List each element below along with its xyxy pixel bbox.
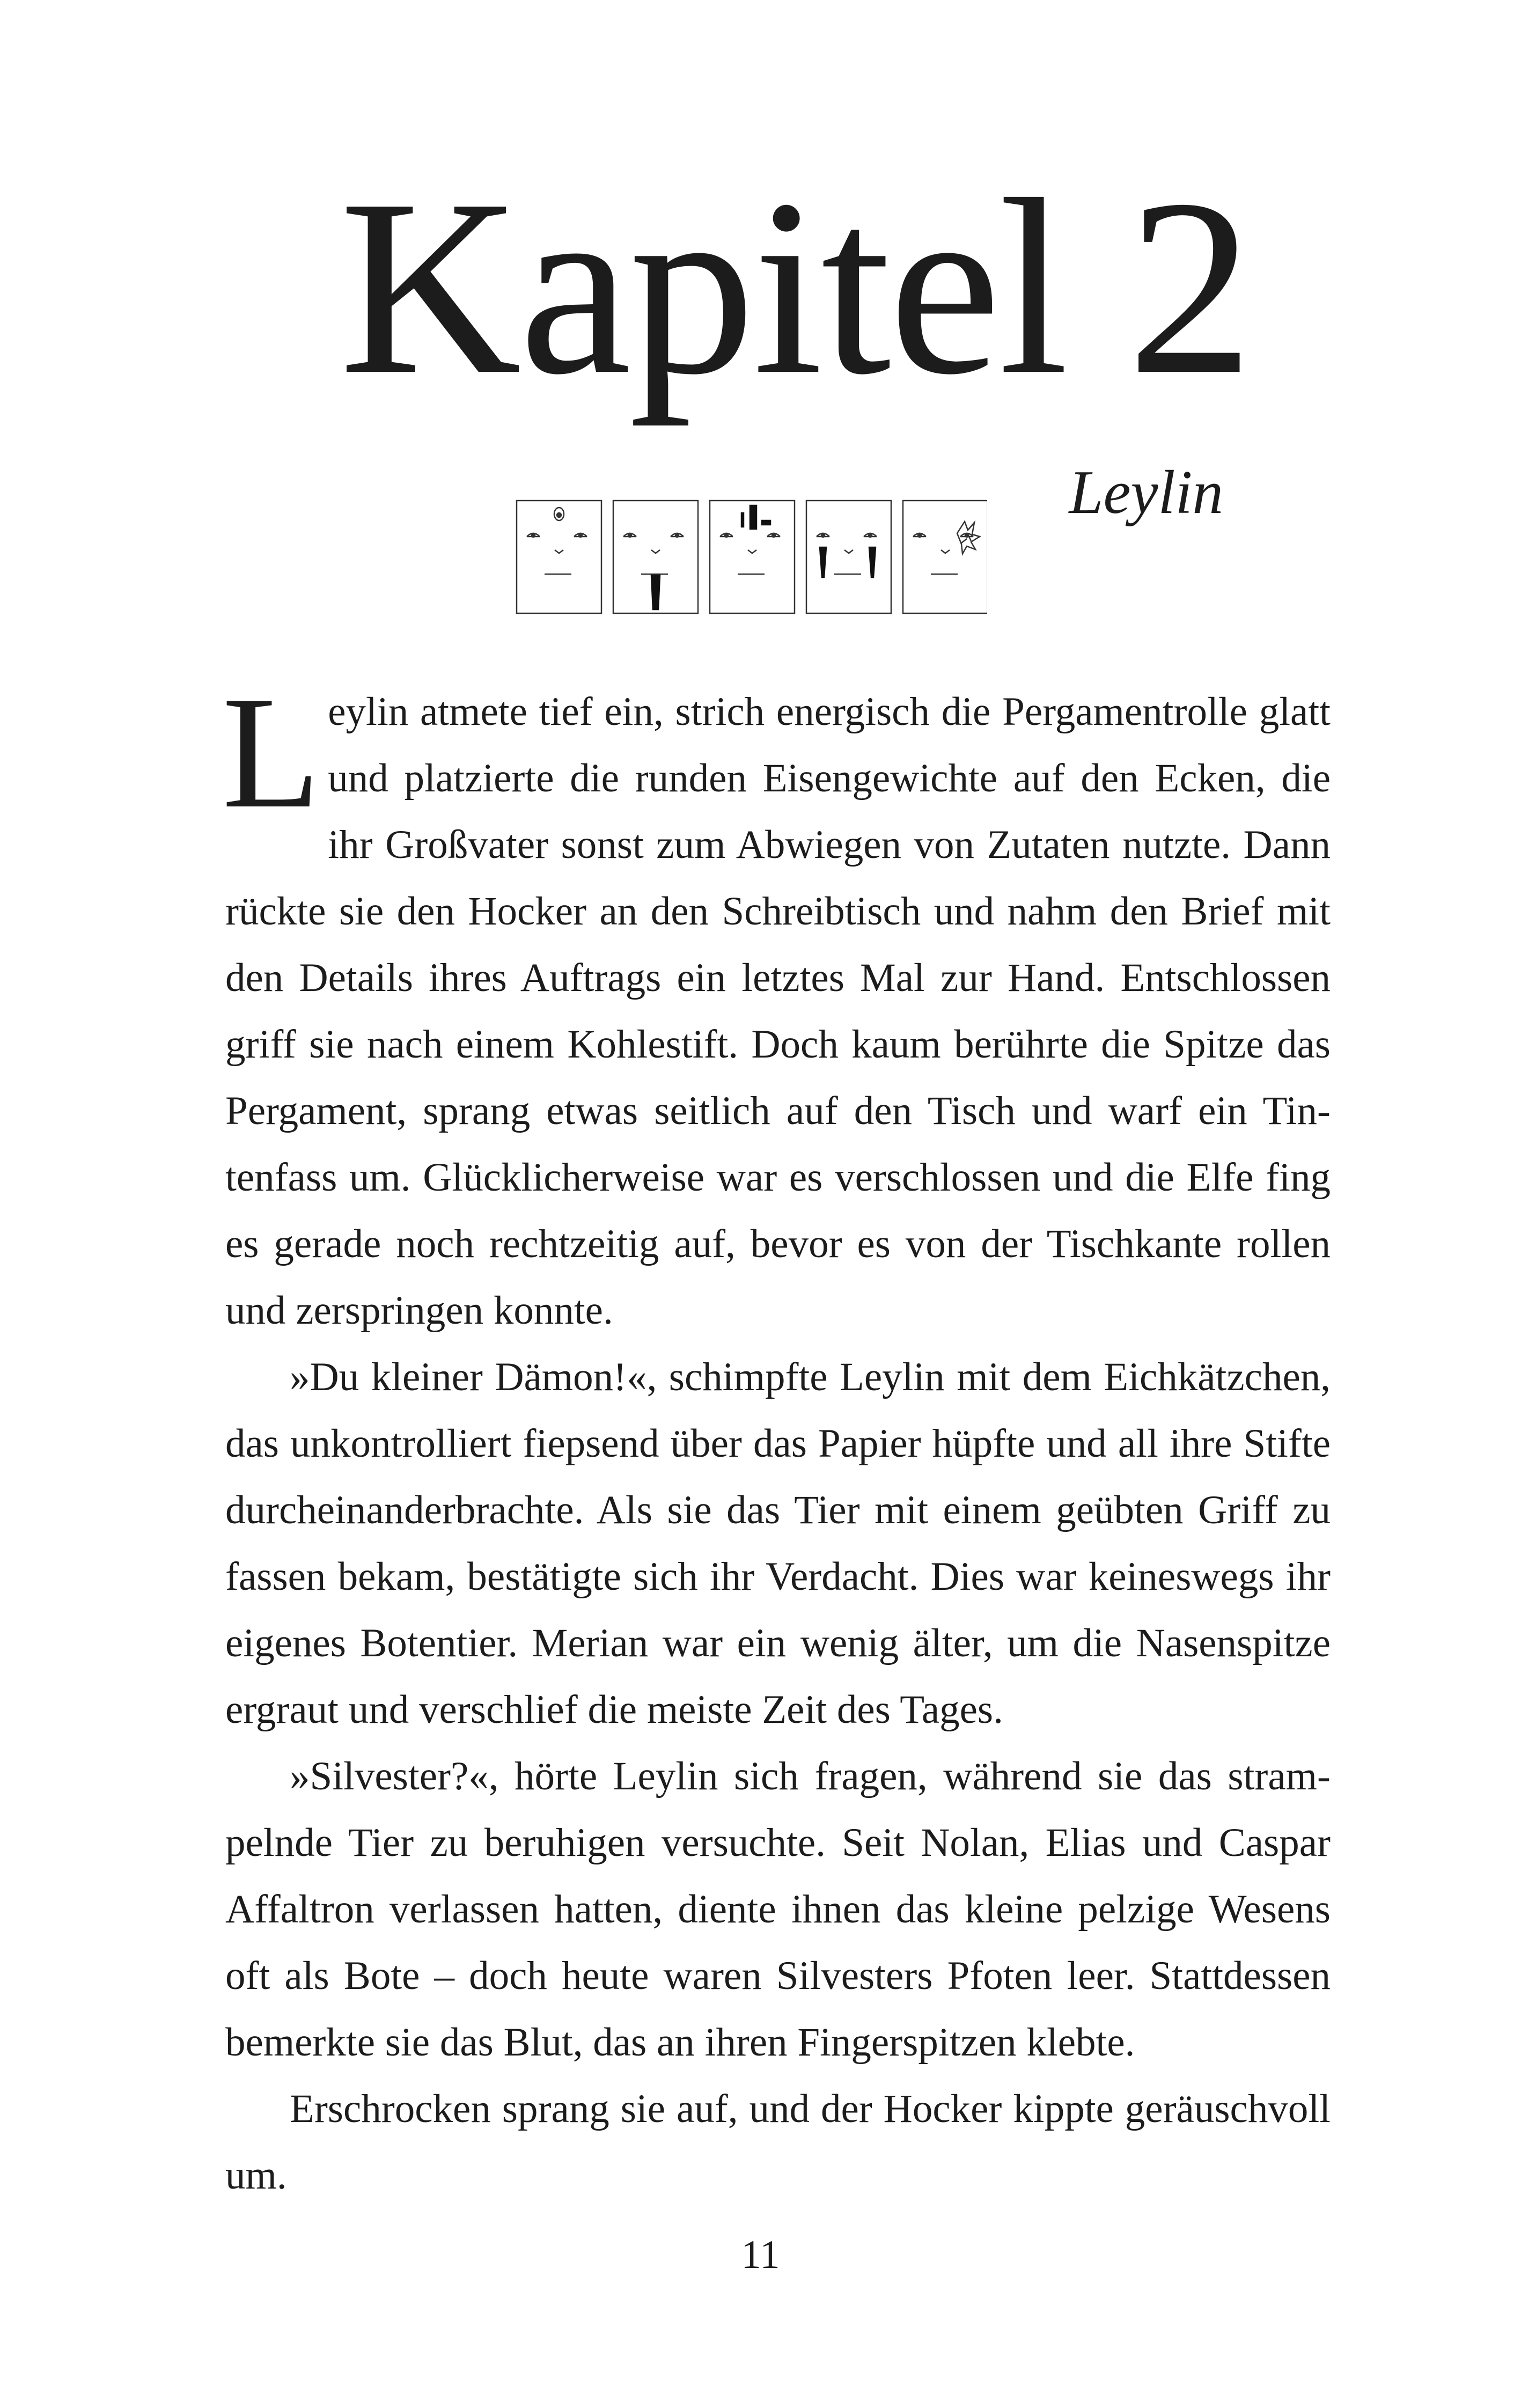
face-tile-icon: [517, 501, 601, 613]
chapter-title: Kapitel 2: [339, 147, 1252, 427]
drop-cap: L: [222, 663, 321, 841]
face-tile-icon: [613, 501, 698, 613]
body-text: [222, 663, 1331, 2209]
paragraph-text: eylin atmete tief ein, strich energisch die Pergamentrolle glatt und platzierte die runden Eisengewichte auf den Ecken, die ihr Großvater sonst zum Abwiegen von Zutaten nutzte. Dann rückte sie den Hocker an den Schreibtisch und nahm den Brief mit den Details ihres Auftrags ein letztes Mal zur Hand. Entschlossen griff sie nach einem Kohlestift. Doch kaum berührte die Spitze das Pergament, sprang etwas seitlich auf den Tisch und warf ein Tintenfass um. Glücklicherweise war es verschlossen und die Elfe fing es gerade noch rechtzeitig auf, bevor es von der Tischkante rollen und zerspringen konnte.: [225, 689, 1331, 1333]
face-tile-icon: [710, 501, 795, 613]
page-number: 11: [741, 2233, 780, 2277]
face-tile-icon: [806, 501, 891, 613]
paragraph: »Silvester?«, hörte Leylin sich fragen, während sie das strampelnde Tier zu beruhigen versuchte. Seit Nolan, Elias und Caspar Affaltron verlassen hatten, diente ihnen das kleine pelzige Wesens oft als Bote – doch heute waren Silvesters Pfoten leer. Stattdessen bemerkte sie das Blut, das an ihren Fingerspitzen klebte.: [225, 1754, 1331, 2065]
paragraph: Erschrocken sprang sie auf, und der Hocker kippte geräuschvoll um.: [225, 2087, 1331, 2198]
paragraph: [222, 663, 1331, 1344]
face-tile-icon: [903, 501, 987, 613]
paragraph: »Du kleiner Dämon!«, schimpfte Leylin mit dem Eichkätzchen, das unkontrolliert fiepsend über das Papier hüpfte und all ihre Stifte durcheinanderbrachte. Als sie das Tier mit einem geübten Griff zu fassen bekam, bestätigte sich ihr Verdacht. Dies war keineswegs ihr eigenes Botentier. Merian war ein wenig älter, um die Nasenspitze ergraut und verschlief die meiste Zeit des Tages.: [225, 1355, 1331, 1732]
chapter-subtitle: Leylin: [1069, 458, 1223, 526]
five-faces-ornament-icon: [515, 499, 987, 617]
